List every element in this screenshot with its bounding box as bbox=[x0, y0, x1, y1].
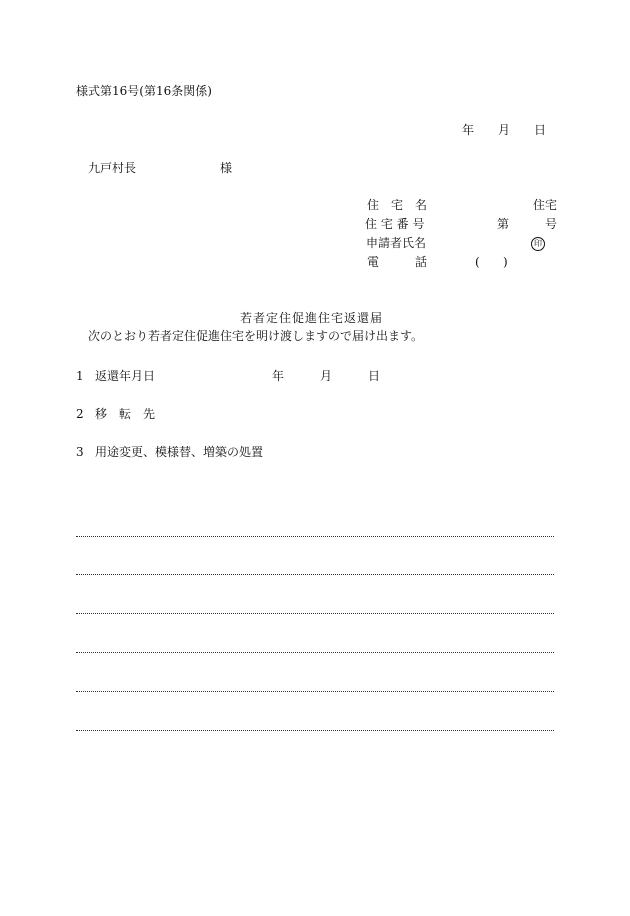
date-day-label: 日 bbox=[534, 123, 547, 137]
housing-number-label: 住 宅 番 号 bbox=[365, 217, 425, 231]
writing-line bbox=[76, 691, 554, 692]
intro-text: 次のとおり若者定住促進住宅を明け渡しますので届け出ます。 bbox=[88, 329, 424, 343]
item-1-year: 年 bbox=[272, 369, 285, 383]
writing-line bbox=[76, 574, 554, 575]
housing-name-suffix: 住宅 bbox=[533, 198, 558, 212]
item-2-label: 移 転 先 bbox=[95, 407, 156, 421]
date-year-label: 年 bbox=[462, 123, 475, 137]
seal-mark bbox=[531, 236, 545, 251]
writing-line bbox=[76, 730, 554, 731]
writing-line bbox=[76, 652, 554, 653]
date-month-label: 月 bbox=[498, 123, 511, 137]
phone-paren-open: ( bbox=[475, 255, 480, 269]
item-1-day: 日 bbox=[368, 369, 381, 383]
housing-number-suffix: 号 bbox=[545, 217, 558, 231]
item-1-month: 月 bbox=[320, 369, 333, 383]
seal-icon: 印 bbox=[531, 237, 545, 251]
item-3-label: 用途変更、模様替、増築の処置 bbox=[95, 445, 264, 459]
document-title: 若者定住促進住宅返還届 bbox=[240, 311, 384, 325]
phone-label: 電 話 bbox=[367, 255, 428, 269]
item-1-label: 返還年月日 bbox=[95, 369, 156, 383]
housing-name-label: 住 宅 名 bbox=[367, 198, 428, 212]
item-1-number: 1 bbox=[76, 369, 84, 383]
form-number: 様式第16号(第16条関係) bbox=[76, 84, 212, 98]
item-3-number: 3 bbox=[76, 445, 84, 459]
addressee-name: 九戸村長 bbox=[88, 161, 137, 175]
item-2-number: 2 bbox=[76, 407, 84, 421]
writing-line bbox=[76, 536, 554, 537]
addressee-honorific: 様 bbox=[220, 161, 233, 175]
applicant-name-label: 申請者氏名 bbox=[366, 236, 427, 250]
housing-number-prefix: 第 bbox=[497, 217, 510, 231]
phone-paren-close: ) bbox=[503, 255, 508, 269]
writing-line bbox=[76, 613, 554, 614]
